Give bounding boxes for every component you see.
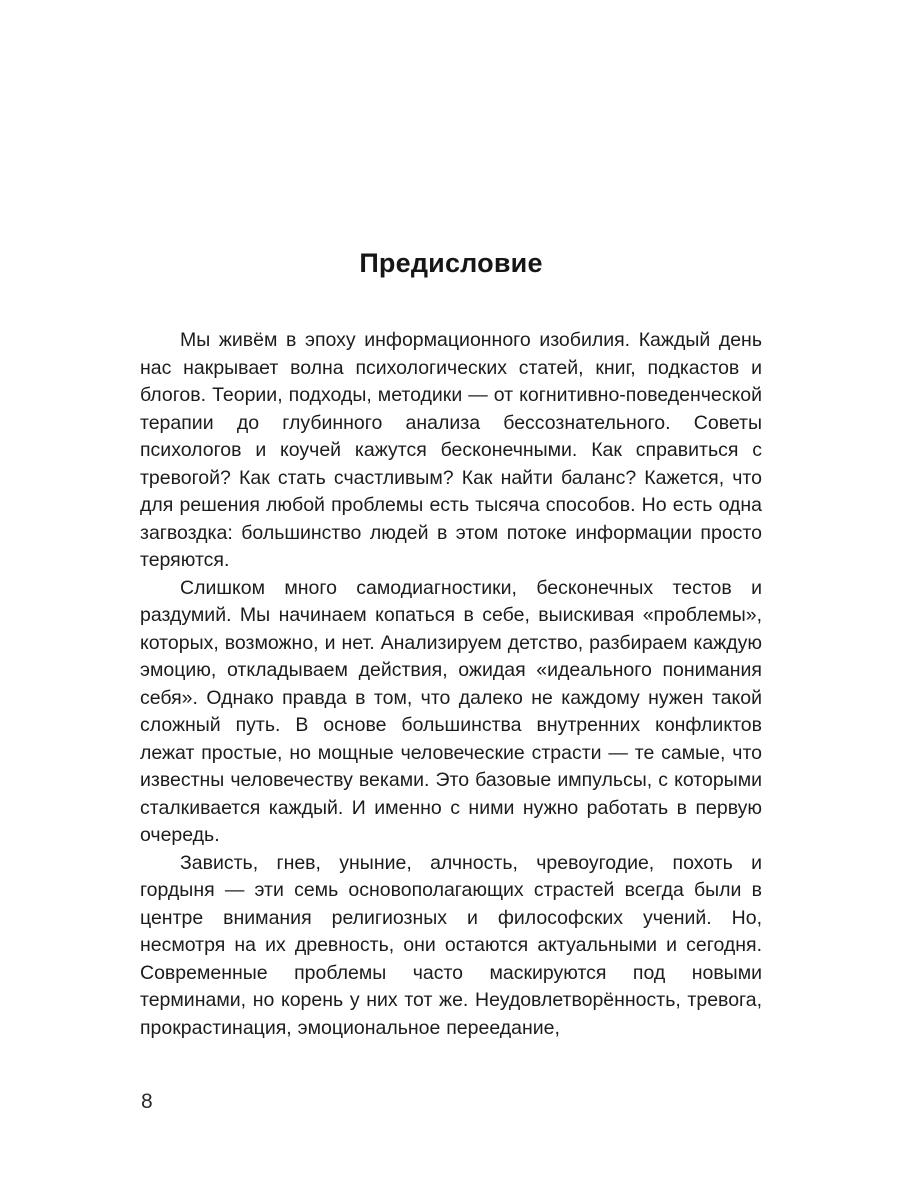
paragraph: Зависть, гнев, уныние, алчность, чревоугодие, похоть и гордыня — эти семь основополагающих страстей всегда были в центре внимания религиозных и философских учений. Но, несмотря на их древность, они остаются актуальными и сегодня. Современные проблемы часто маскируются под новыми терминами, но корень у них тот же. Неудовлетворённость, тревога, прокрастинация, эмоциональное переедание, xyxy=(140,851,762,1039)
paragraph: Мы живём в эпоху информационного изобилия. Каждый день нас накрывает волна психологических статей, книг, подкастов и блогов. Теории, подходы, методики — от когнитивно-поведенческой терапии до глубинного анализа бессознательного. Советы психологов и коучей кажутся бесконечными. Как справиться с тревогой? Как стать счастливым? Как найти баланс? Кажется, что для решения любой проблемы есть тысяча способов. Но есть одна загвоздка: большинство людей в этом потоке информации просто теряются. xyxy=(140,329,762,571)
paragraph: Слишком много самодиагностики, бесконечных тестов и раздумий. Мы начинаем копаться в себе, выискивая «проблемы», которых, возможно, и нет. Анализируем детство, разбираем каждую эмоцию, откладываем действия, ожидая «идеального понимания себя». Однако правда в том, что далеко не каждому нужен такой сложный путь. В основе большинства внутренних конфликтов лежат простые, но мощные человеческие страсти — те самые, что известны человечеству веками. Это базовые импульсы, с которыми сталкивается каждый. И именно с ними нужно работать в первую очередь. xyxy=(140,576,762,846)
page-number: 8 xyxy=(141,1090,153,1113)
page-title: Предисловие xyxy=(359,248,543,278)
body-text xyxy=(140,327,762,1042)
page-content xyxy=(140,248,762,1042)
